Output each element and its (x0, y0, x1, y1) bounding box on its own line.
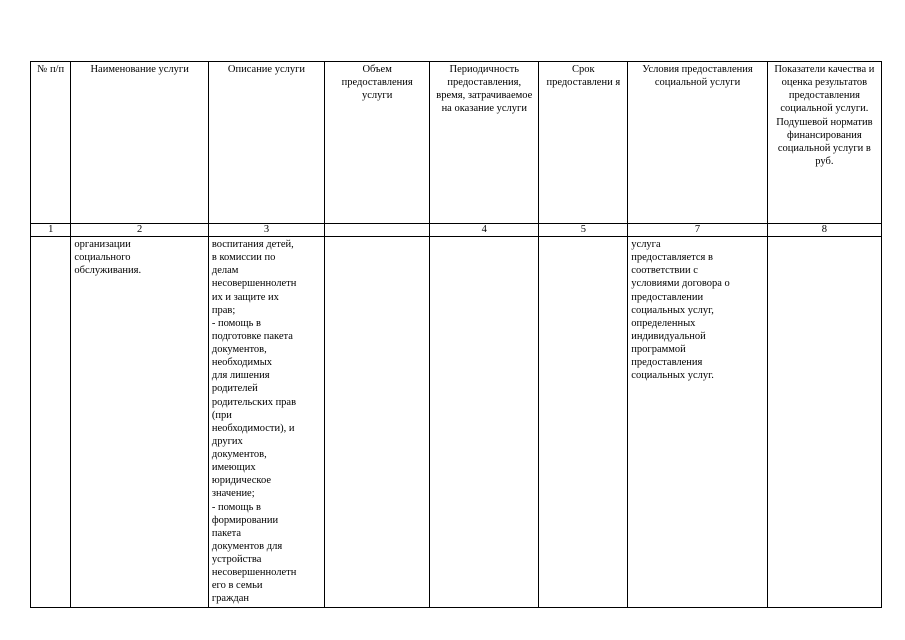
text-line: социальных услуг, (631, 304, 714, 316)
text-line: значение; (211, 488, 255, 500)
text-line: несовершеннолетн (211, 278, 297, 290)
text-line: граждан (211, 593, 249, 605)
text-line: - помощь в (211, 317, 262, 329)
header-quality-indicators: Показатели качества и оценка результатов предоставления социальной услуги. Подушевой норматив финансирования социальной услуги в руб. (767, 62, 881, 224)
text-line: делам (211, 265, 239, 277)
service-description-text (212, 238, 321, 606)
column-number: 7 (628, 224, 767, 237)
text-line: в комиссии по (211, 252, 276, 264)
cell-number (31, 237, 71, 608)
text-line: индивидуальной (631, 330, 706, 342)
text-line: предоставлении (631, 291, 704, 303)
text-line: определенных (631, 317, 696, 329)
cell-service-name (71, 237, 208, 608)
header-volume: Объем предоставления услуги (325, 62, 430, 224)
cell-term (539, 237, 628, 608)
column-number: 3 (208, 224, 324, 237)
column-number (325, 224, 430, 237)
text-line: предоставляется в (631, 252, 713, 264)
text-line: программой (631, 344, 686, 355)
text-line: необходимости), и (211, 422, 295, 434)
header-periodicity: Периодичность предоставления, время, затрачиваемое на оказание услуги (430, 62, 539, 224)
text-line: пакета (211, 527, 242, 539)
text-line: формировании (211, 514, 279, 526)
text-line: воспитания детей, (211, 239, 294, 250)
cell-service-description (208, 237, 324, 608)
text-line: услуга (631, 239, 661, 250)
cell-quality-indicators (767, 237, 881, 608)
text-line: других (211, 435, 243, 447)
text-line: документов, (211, 449, 267, 460)
text-line: для лишения (211, 370, 270, 382)
text-line: обслуживания. (74, 265, 142, 277)
text-line: предоставления (631, 357, 703, 369)
text-line: документов, (211, 344, 267, 355)
column-number: 2 (71, 224, 208, 237)
header-conditions: Условия предоставления социальной услуги (628, 62, 767, 224)
text-line: родительских прав (211, 396, 297, 408)
text-line: юридическое (211, 475, 272, 487)
header-service-name: Наименование услуги (71, 62, 208, 224)
text-line: организации (74, 239, 131, 250)
text-line: его в семьи (211, 580, 263, 592)
text-line: имеющих (211, 462, 256, 474)
text-line: устройства (211, 554, 262, 565)
column-number: 5 (539, 224, 628, 237)
text-line: соответствии с (631, 265, 698, 277)
text-line: (при (211, 409, 232, 421)
header-number: № п/п (31, 62, 71, 224)
service-name-text (74, 238, 204, 277)
table-row (31, 237, 882, 608)
text-line: несовершеннолетн (211, 567, 297, 579)
column-number: 8 (767, 224, 881, 237)
text-line: прав; (211, 304, 236, 316)
text-line: подготовке пакета (211, 330, 293, 342)
text-line: социальных услуг. (631, 370, 714, 382)
text-line: родителей (211, 383, 258, 395)
column-number: 1 (31, 224, 71, 237)
text-line: документов для (211, 540, 283, 552)
header-service-description: Описание услуги (208, 62, 324, 224)
services-table (30, 61, 882, 608)
cell-conditions (628, 237, 767, 608)
text-line: условиями договора о (631, 278, 730, 290)
header-term: Срок предоставлени я (539, 62, 628, 224)
header-row (31, 62, 882, 224)
text-line: социального (74, 252, 131, 264)
cell-periodicity (430, 237, 539, 608)
text-line: их и защите их (211, 291, 279, 303)
column-number-row (31, 224, 882, 237)
column-number: 4 (430, 224, 539, 237)
text-line: - помощь в (211, 501, 262, 513)
text-line: необходимых (211, 357, 273, 369)
cell-volume (325, 237, 430, 608)
conditions-text (631, 238, 763, 382)
